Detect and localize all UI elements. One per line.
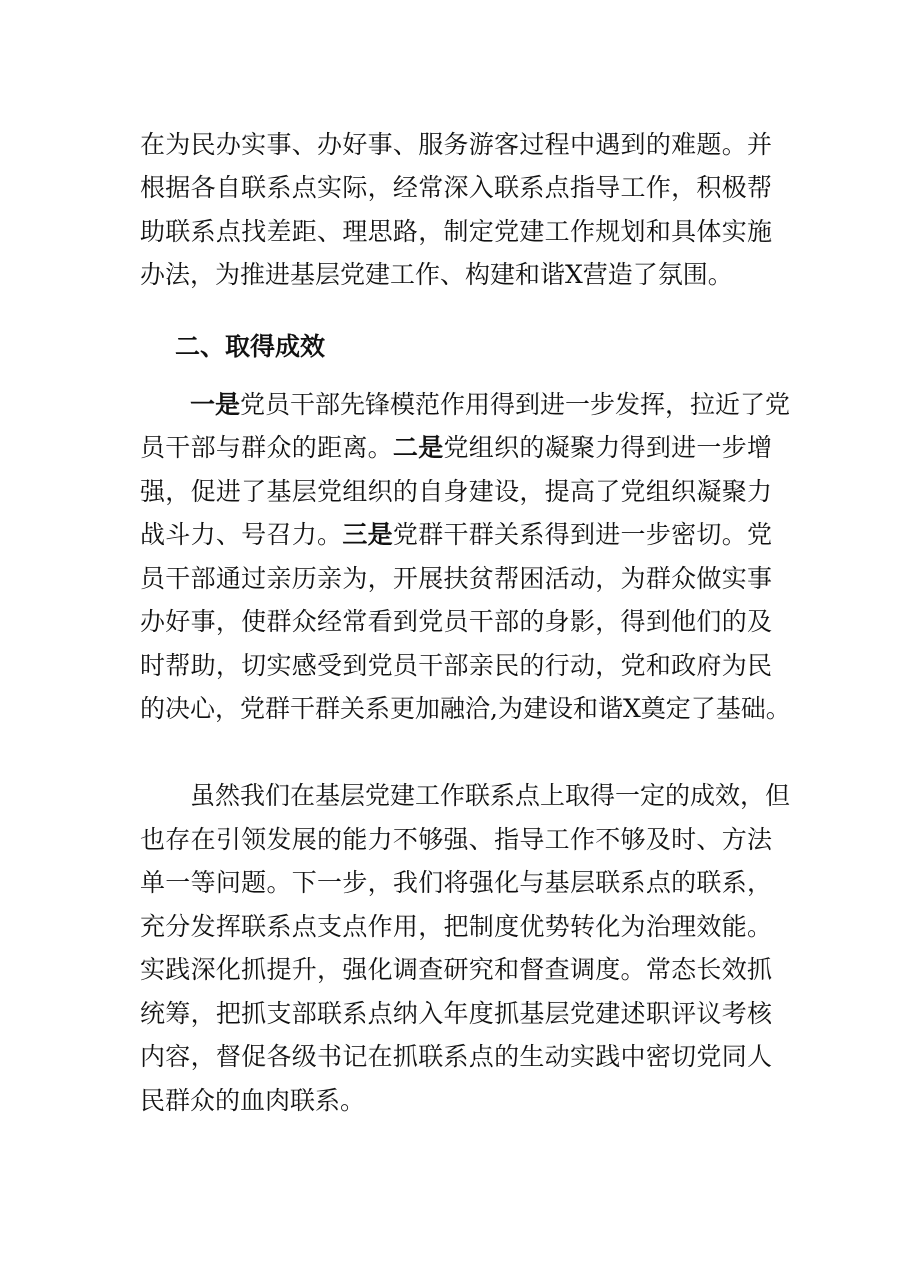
para2-line-4: 战斗力、号召力。三是党群干群关系得到进一步密切。党 [140, 520, 772, 549]
para3-line-7: 内容，督促各级书记在抓联系点的生动实践中密切党同人 [140, 1042, 772, 1071]
para2-line-5: 员干部通过亲历亲为，开展扶贫帮困活动，为群众做实事 [140, 564, 772, 593]
para3-line-2: 也存在引领发展的能力不够强、指导工作不够及时、方法 [140, 825, 772, 854]
point-one-label: 一是 [190, 390, 241, 419]
para2-line-6: 办好事，使群众经常看到党员干部的身影，得到他们的及 [140, 607, 772, 636]
para2-line-7: 时帮助，切实感受到党员干部亲民的行动，党和政府为民 [140, 651, 772, 680]
para2-line-2: 员干部与群众的距离。二是党组织的凝聚力得到进一步增 [140, 433, 772, 462]
para2-line-3: 强，促进了基层党组织的自身建设，提高了党组织凝聚力 [140, 477, 772, 506]
section-heading: 二、取得成效 [175, 332, 326, 361]
point-two-label: 二是 [392, 433, 444, 462]
para3-line-5: 实践深化抓提升，强化调查研究和督查调度。常态长效抓 [140, 955, 772, 984]
para1-line-4: 办法，为推进基层党建工作、构建和谐X营造了氛围。 [140, 260, 733, 289]
para1-line-2: 根据各自联系点实际，经常深入联系点指导工作，积极帮 [140, 173, 772, 202]
para3-line-4: 充分发挥联系点支点作用，把制度优势转化为治理效能。 [140, 912, 772, 941]
para2-line-1: 一是党员干部先锋模范作用得到进一步发挥，拉近了党 [190, 390, 791, 419]
para3-line-6: 统筹，把抓支部联系点纳入年度抓基层党建述职评议考核 [140, 999, 772, 1028]
para1-line-3: 助联系点找差距、理思路，制定党建工作规划和具体实施 [140, 217, 772, 246]
para3-line-3: 单一等问题。下一步，我们将强化与基层联系点的联系， [140, 868, 772, 897]
para1-line-1: 在为民办实事、办好事、服务游客过程中遇到的难题。并 [140, 130, 772, 159]
para2-line-8: 的决心，党群干群关系更加融洽,为建设和谐X奠定了基础。 [140, 694, 791, 723]
para3-line-8: 民群众的血肉联系。 [140, 1086, 366, 1115]
point-three-label: 三是 [342, 520, 393, 549]
para3-line-1: 虽然我们在基层党建工作联系点上取得一定的成效，但 [190, 781, 791, 810]
